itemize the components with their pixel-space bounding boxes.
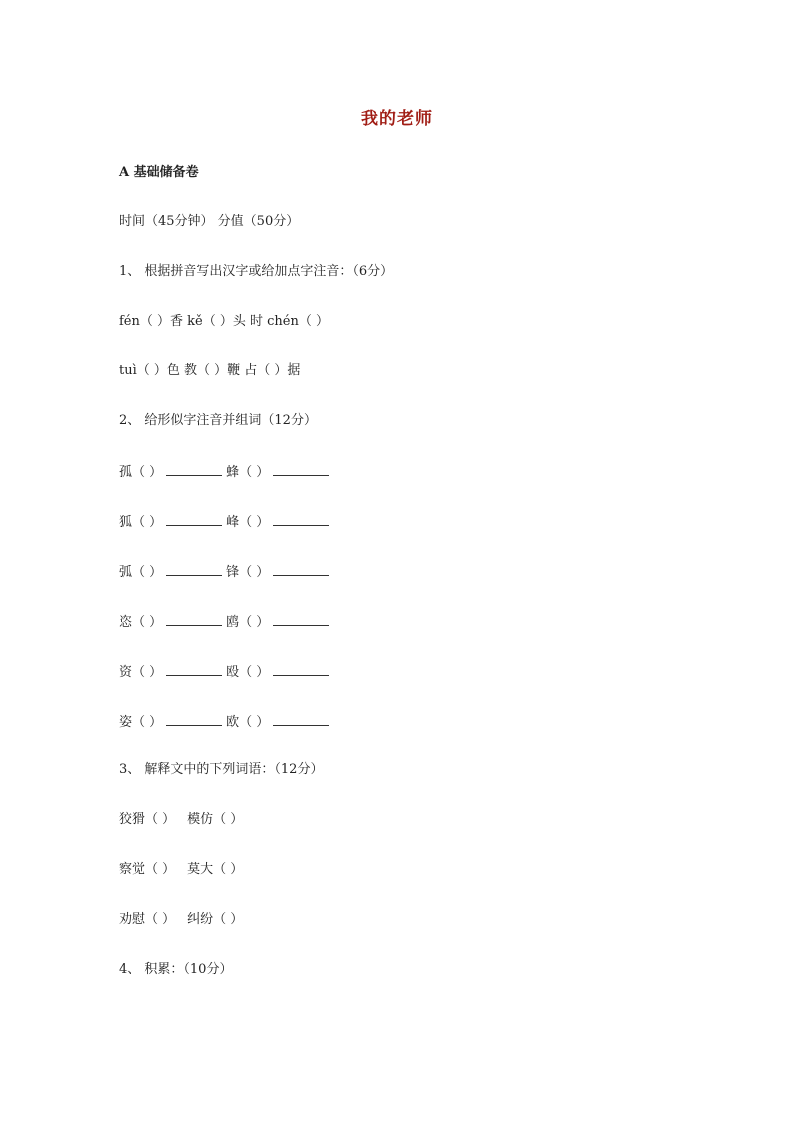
q1-line-1: fén（ ）香 kě（ ）头 时 chén（ ）	[119, 314, 329, 329]
q3-term-a: 劝慰（ ）	[119, 912, 176, 927]
q3-term-a: 狡猾（ ）	[119, 812, 176, 827]
q2-row-char-b: 殴（ ）	[226, 665, 270, 680]
answer-blank[interactable]	[273, 711, 329, 726]
q2-row	[119, 611, 333, 633]
q2-row-char-a: 资（ ）	[119, 665, 163, 680]
q2-row	[119, 461, 333, 483]
answer-blank[interactable]	[166, 511, 222, 526]
q2-row-char-b: 峰（ ）	[226, 515, 270, 530]
q2-row-char-a: 弧（ ）	[119, 565, 163, 580]
answer-blank[interactable]	[273, 661, 329, 676]
q2-heading: 2、 给形似字注音并组词（12分）	[119, 413, 317, 428]
q3-term-b: 莫大（ ）	[187, 862, 244, 877]
answer-blank[interactable]	[166, 661, 222, 676]
q2-row-char-a: 姿（ ）	[119, 715, 163, 730]
q2-row-char-b: 蜂（ ）	[226, 465, 270, 480]
q4-heading: 4、 积累：（10分）	[119, 962, 233, 977]
answer-blank[interactable]	[273, 561, 329, 576]
q2-row-char-a: 孤（ ）	[119, 465, 163, 480]
q1-line-2: tuì（ ）色 教（ ）鞭 占（ ）据	[119, 363, 301, 378]
q3-row	[119, 860, 243, 880]
answer-blank[interactable]	[273, 511, 329, 526]
answer-blank[interactable]	[273, 611, 329, 626]
q2-row	[119, 661, 333, 683]
q2-row-char-b: 欧（ ）	[226, 715, 270, 730]
q2-row-char-a: 恣（ ）	[119, 615, 163, 630]
answer-blank[interactable]	[273, 461, 329, 476]
answer-blank[interactable]	[166, 611, 222, 626]
q2-row-char-b: 锋（ ）	[226, 565, 270, 580]
page-title: 我的老师	[361, 109, 433, 129]
q3-term-b: 模仿（ ）	[187, 812, 244, 827]
q2-row-char-b: 鸥（ ）	[226, 615, 270, 630]
q2-row	[119, 511, 333, 533]
q2-row	[119, 711, 333, 733]
q3-row	[119, 810, 243, 830]
q3-term-b: 纠纷（ ）	[187, 912, 244, 927]
answer-blank[interactable]	[166, 461, 222, 476]
q2-row-char-a: 狐（ ）	[119, 515, 163, 530]
answer-blank[interactable]	[166, 711, 222, 726]
q2-row	[119, 561, 333, 583]
q3-term-a: 察觉（ ）	[119, 862, 176, 877]
answer-blank[interactable]	[166, 561, 222, 576]
q1-heading: 1、 根据拼音写出汉字或给加点字注音：（6分）	[119, 264, 394, 279]
time-info: 时间（45分钟） 分值（50分）	[119, 214, 300, 229]
q3-heading: 3、 解释文中的下列词语：（12分）	[119, 762, 324, 777]
section-a-heading: A 基础储备卷	[119, 165, 199, 180]
q3-row	[119, 910, 243, 930]
